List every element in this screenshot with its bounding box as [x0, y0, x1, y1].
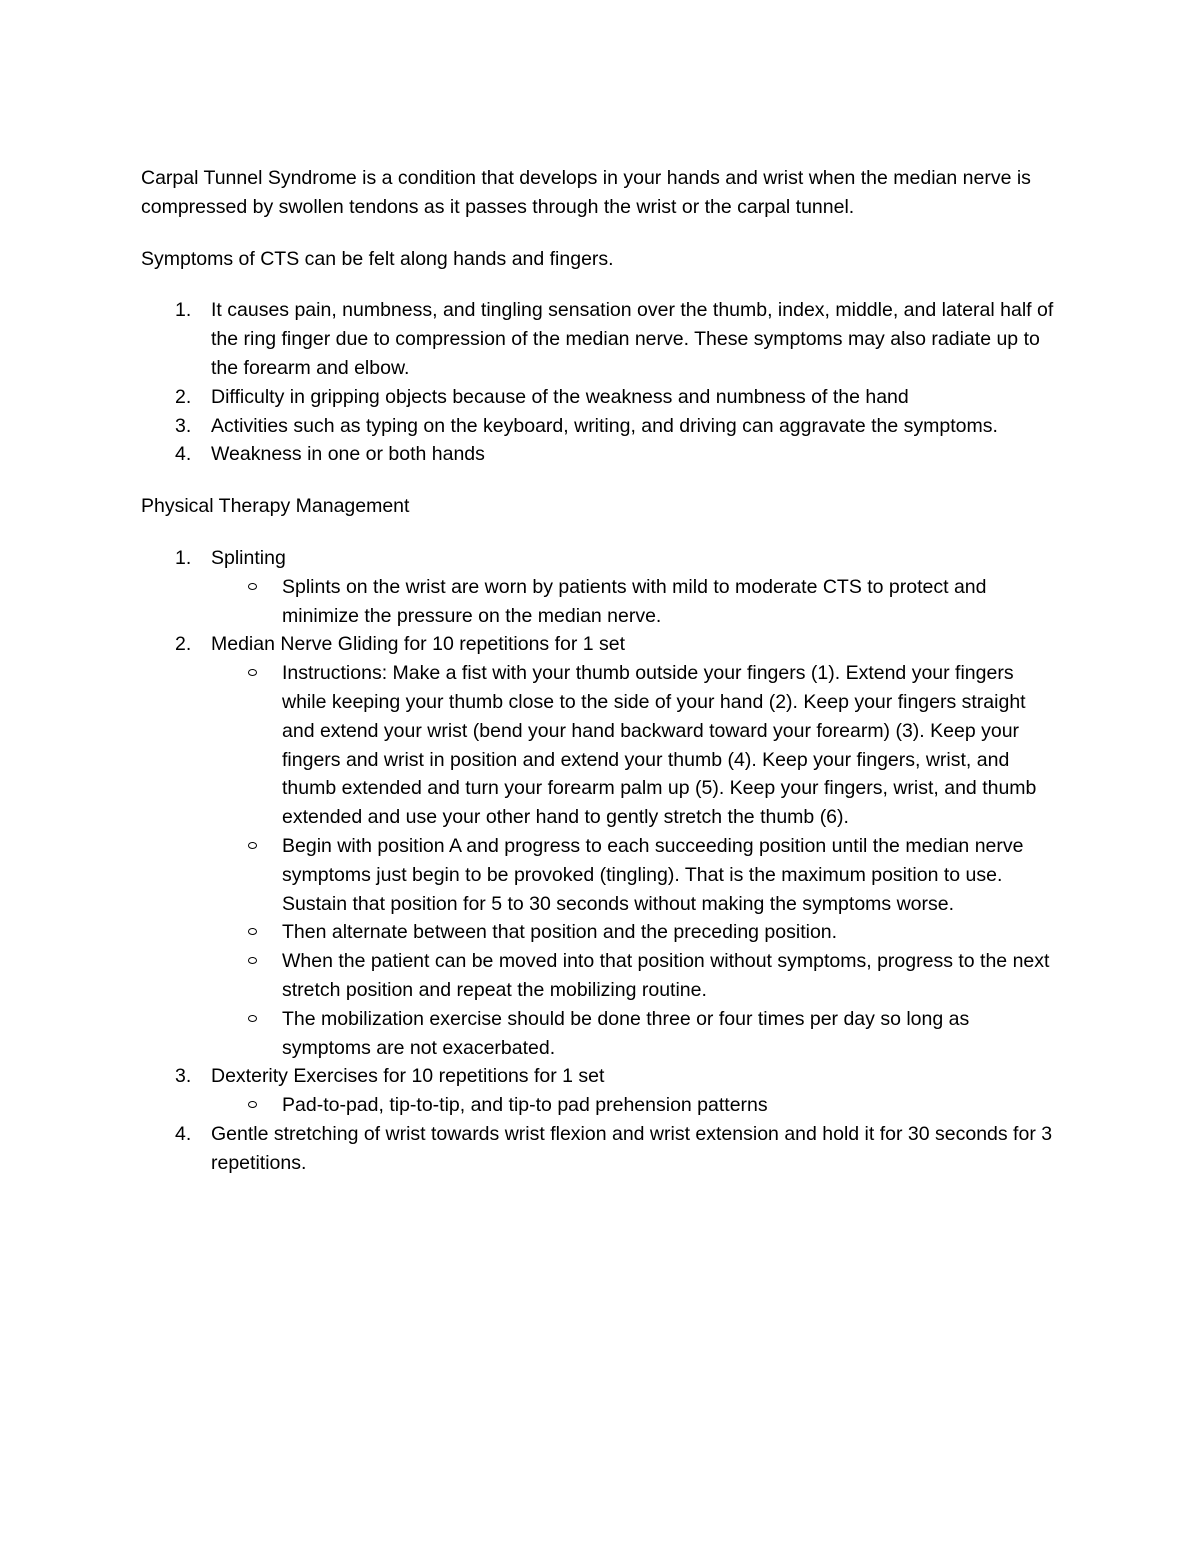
list-item-text: Median Nerve Gliding for 10 repetitions for 1 set: [211, 633, 626, 656]
circle-bullet-icon: [248, 669, 257, 676]
sub-list: [211, 659, 1061, 1062]
list-item: [141, 544, 1061, 630]
list-item-text: Weakness in one or both hands: [211, 443, 485, 466]
sub-list-item-text: Instructions: Make a fist with your thumb outside your fingers (1). Extend your fingers while keeping your thumb close to the side of your hand (2). Keep your fingers straight and extend your wrist (bend your hand backward toward your forearm) (3). Keep your fingers and wrist in position and extend your thumb (4). Keep your fingers, wrist, and thumb extended and turn your forearm palm up (5). Keep your fingers, wrist, and thumb extended and use your other hand to gently stretch the thumb (6).: [282, 662, 1037, 829]
list-number: 1.: [175, 546, 192, 569]
circle-bullet-icon: [248, 1101, 257, 1108]
list-item: [141, 296, 1061, 382]
list-item-text: It causes pain, numbness, and tingling sensation over the thumb, index, middle, and lateral half of the ring finger due to compression of the median nerve. These symptoms may also radiate up to the forearm and elbow.: [211, 299, 1054, 379]
circle-bullet-icon: [248, 957, 257, 964]
list-number: 1.: [175, 299, 192, 322]
circle-bullet-icon: [248, 583, 257, 590]
pt-list: [141, 544, 1061, 1178]
list-item: [141, 630, 1061, 1062]
circle-bullet-icon: [248, 842, 257, 849]
sub-list-item: [141, 1005, 1061, 1063]
sub-list-item-text: When the patient can be moved into that position without symptoms, progress to the next stretch position and repeat the mobilizing routine.: [282, 950, 1050, 1001]
sub-list-item-text: The mobilization exercise should be done three or four times per day so long as symptoms are not exacerbated.: [282, 1007, 970, 1059]
list-number: 4.: [175, 1122, 192, 1145]
list-item: [141, 440, 1061, 469]
symptoms-heading: Symptoms of CTS can be felt along hands and fingers.: [141, 247, 614, 270]
pt-heading: Physical Therapy Management: [141, 495, 410, 518]
circle-bullet-icon: [248, 1015, 257, 1022]
list-number: 3.: [175, 414, 192, 437]
list-item: [141, 383, 1061, 412]
list-number: 2.: [175, 633, 192, 656]
list-item-text: Activities such as typing on the keyboard, writing, and driving can aggravate the symptoms.: [211, 414, 998, 437]
sub-list: [211, 1091, 1061, 1120]
list-item-text: Splinting: [211, 546, 286, 569]
sub-list-item: [141, 1091, 1061, 1120]
list-number: 4.: [175, 443, 192, 466]
document-page: [141, 164, 1061, 1178]
intro-paragraph: Carpal Tunnel Syndrome is a condition that develops in your hands and wrist when the median nerve is compressed by swollen tendons as it passes through the wrist or the carpal tunnel.: [141, 167, 1031, 218]
sub-list-item: [141, 947, 1061, 1005]
sub-list-item-text: Begin with position A and progress to each succeeding position until the median nerve symptoms just begin to be provoked (tingling). That is the maximum position to use. Sustain that position for 5 to 30 seconds without making the symptoms worse.: [282, 834, 1024, 915]
sub-list-item: [141, 918, 1061, 947]
list-item-text: Difficulty in gripping objects because of the weakness and numbness of the hand: [211, 385, 909, 408]
list-item: [141, 1120, 1061, 1178]
list-number: 2.: [175, 385, 192, 408]
list-item-text: Dexterity Exercises for 10 repetitions for 1 set: [211, 1065, 605, 1088]
list-item: [141, 412, 1061, 441]
circle-bullet-icon: [248, 928, 257, 935]
sub-list-item-text: Pad-to-pad, tip-to-tip, and tip-to pad prehension patterns: [282, 1094, 768, 1117]
sub-list: [211, 573, 1061, 631]
list-item-text: Gentle stretching of wrist towards wrist flexion and wrist extension and hold it for 30 seconds for 3 repetitions.: [211, 1122, 1053, 1174]
symptoms-list: [141, 296, 1061, 469]
list-item: [141, 1062, 1061, 1120]
sub-list-item-text: Splints on the wrist are worn by patients with mild to moderate CTS to protect and minimize the pressure on the median nerve.: [282, 575, 987, 627]
sub-list-item-text: Then alternate between that position and the preceding position.: [282, 921, 838, 944]
sub-list-item: [141, 832, 1061, 918]
sub-list-item: [141, 659, 1061, 832]
list-number: 3.: [175, 1065, 192, 1088]
sub-list-item: [141, 573, 1061, 631]
